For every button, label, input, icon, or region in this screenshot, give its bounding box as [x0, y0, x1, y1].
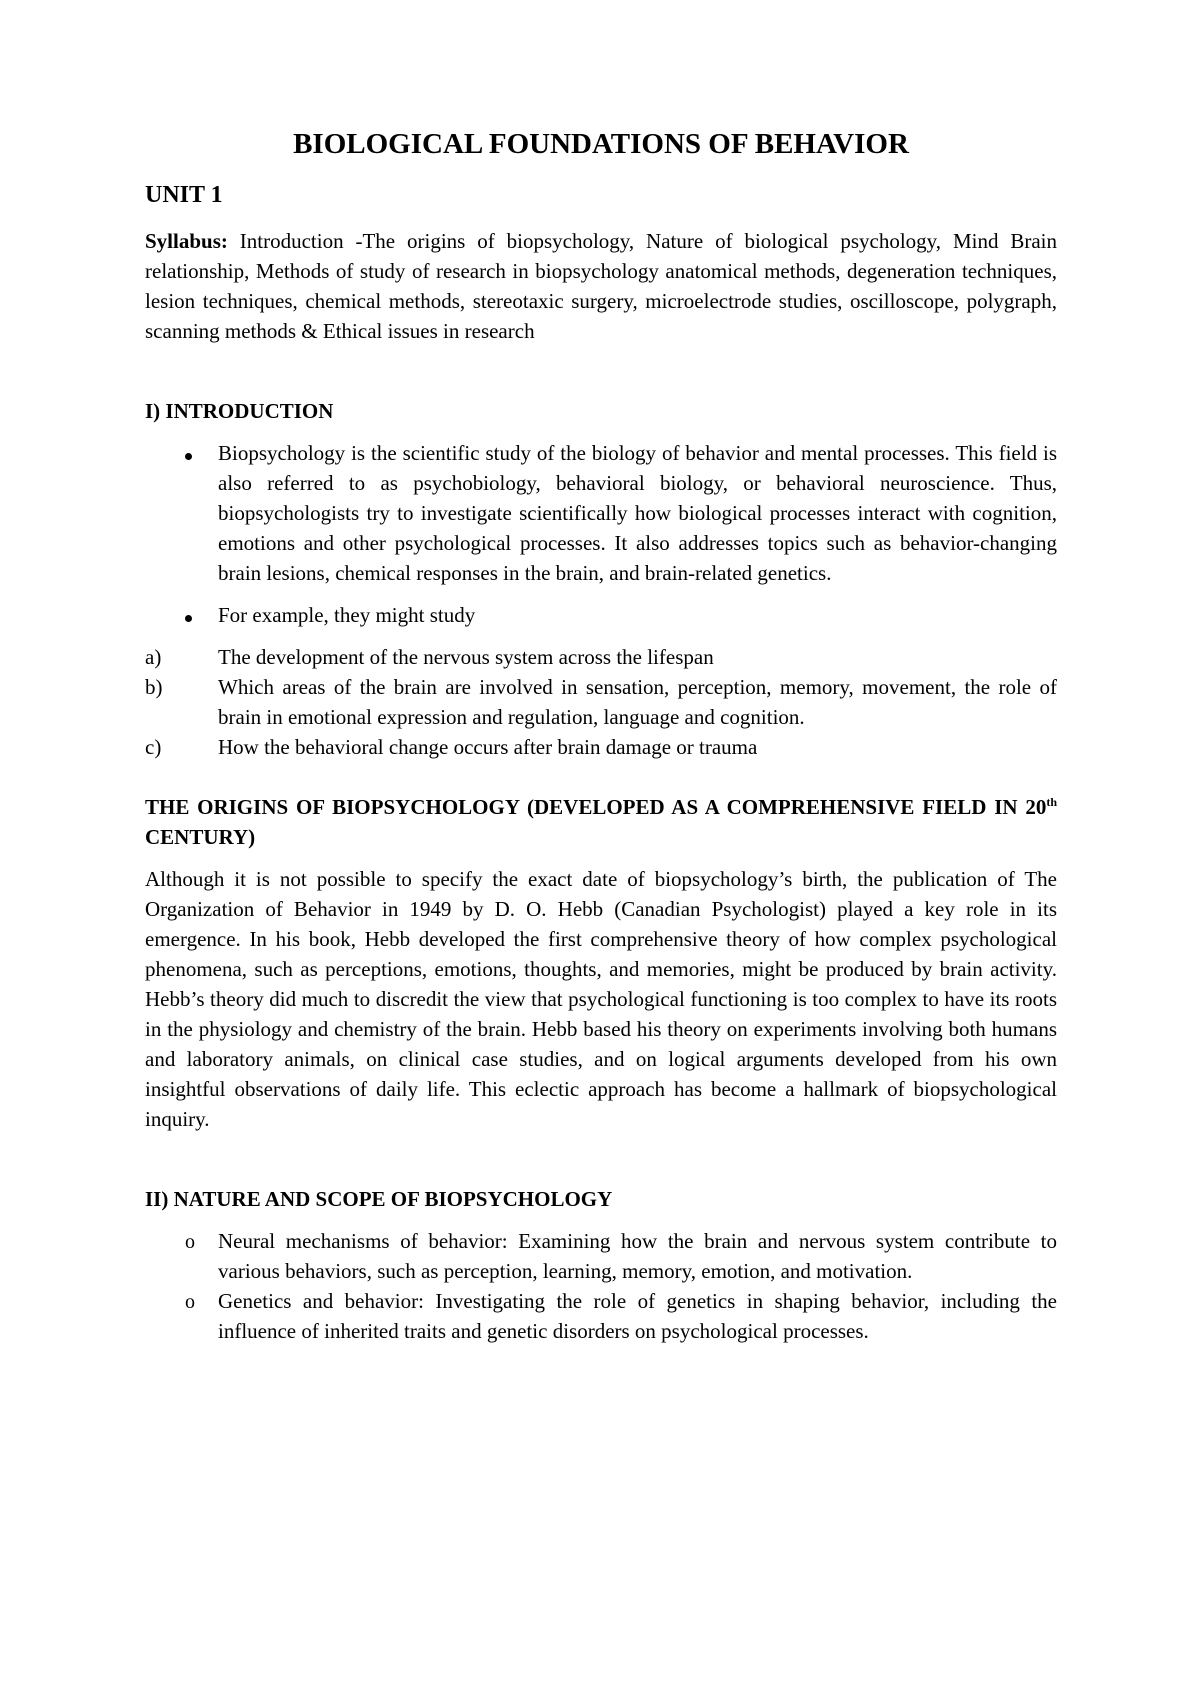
list-item-text: Which areas of the brain are involved in sensation, perception, memory, movement, the role of brain in emotional expression and regulation, language and cognition.: [218, 675, 1057, 729]
introduction-bullets: [145, 438, 1057, 630]
origins-paragraph: Although it is not possible to specify the exact date of biopsychology’s birth, the publication of The Organization of Behavior in 1949 by D. O. Hebb (Canadian Psychologist) played a key role in its emergence. In his book, Hebb developed the first comprehensive theory of how complex psychological phenomena, such as perceptions, emotions, thoughts, and memories, might be produced by brain activity. Hebb’s theory did much to discredit the view that psychological functioning is too complex to have its roots in the physiology and chemistry of the brain. Hebb based his theory on experiments involving both humans and laboratory animals, on clinical case studies, and on logical arguments developed from his own insightful observations of daily life. This eclectic approach has become a hallmark of biopsychological inquiry.: [145, 867, 1057, 1131]
syllabus-label: Syllabus:: [145, 229, 228, 253]
list-marker: a): [145, 645, 162, 669]
list-item: [145, 1226, 1057, 1286]
bullet-text: For example, they might study: [218, 603, 476, 627]
document-content: [145, 126, 1057, 1346]
list-item: [145, 732, 1057, 762]
list-item: [145, 438, 1057, 588]
nature-list: [145, 1226, 1057, 1346]
syllabus-text: Introduction -The origins of biopsychology, Nature of biological psychology, Mind Brain relationship, Methods of study of research in biopsychology anatomical methods, degeneration techniques, lesion techniques, chemical methods, stereotaxic surgery, microelectrode studies, oscilloscope, polygraph, scanning methods & Ethical issues in research: [145, 229, 1057, 343]
origins-heading: THE ORIGINS OF BIOPSYCHOLOGY (DEVELOPED AS A COMPREHENSIVE FIELD IN 20th CENTURY): [145, 795, 1057, 849]
syllabus-paragraph: [145, 226, 1057, 346]
bullet-icon: [185, 615, 192, 622]
nature-heading: II) NATURE AND SCOPE OF BIOPSYCHOLOGY: [145, 1187, 613, 1211]
list-item-text: Neural mechanisms of behavior: Examining how the brain and nervous system contribute to various behaviors, such as perception, learning, memory, emotion, and motivation.: [218, 1229, 1057, 1283]
introduction-heading: I) INTRODUCTION: [145, 399, 334, 423]
list-marker: b): [145, 675, 163, 699]
list-item: [145, 672, 1057, 732]
list-item: [145, 1286, 1057, 1346]
list-item-text: The development of the nervous system across the lifespan: [218, 645, 714, 669]
list-item-text: How the behavioral change occurs after brain damage or trauma: [218, 735, 758, 759]
bullet-text: Biopsychology is the scientific study of the biology of behavior and mental processes. This field is also referred to as psychobiology, behavioral biology, or behavioral neuroscience. Thus, biopsychologists try to investigate scientifically how biological processes interact with cognition, emotions and other psychological processes. It also addresses topics such as behavior-changing brain lesions, chemical responses in the brain, and brain-related genetics.: [218, 441, 1057, 585]
unit-heading: UNIT 1: [145, 182, 223, 208]
circle-bullet-icon: o: [185, 1231, 195, 1253]
list-item: [145, 600, 1057, 630]
circle-bullet-icon: o: [185, 1291, 195, 1313]
list-marker: c): [145, 735, 162, 759]
examples-list: [145, 642, 1057, 762]
document-title: BIOLOGICAL FOUNDATIONS OF BEHAVIOR: [293, 128, 909, 160]
list-item-text: Genetics and behavior: Investigating the role of genetics in shaping behavior, including the influence of inherited traits and genetic disorders on psychological processes.: [218, 1289, 1057, 1343]
bullet-icon: [185, 453, 192, 460]
list-item: [145, 642, 1057, 672]
